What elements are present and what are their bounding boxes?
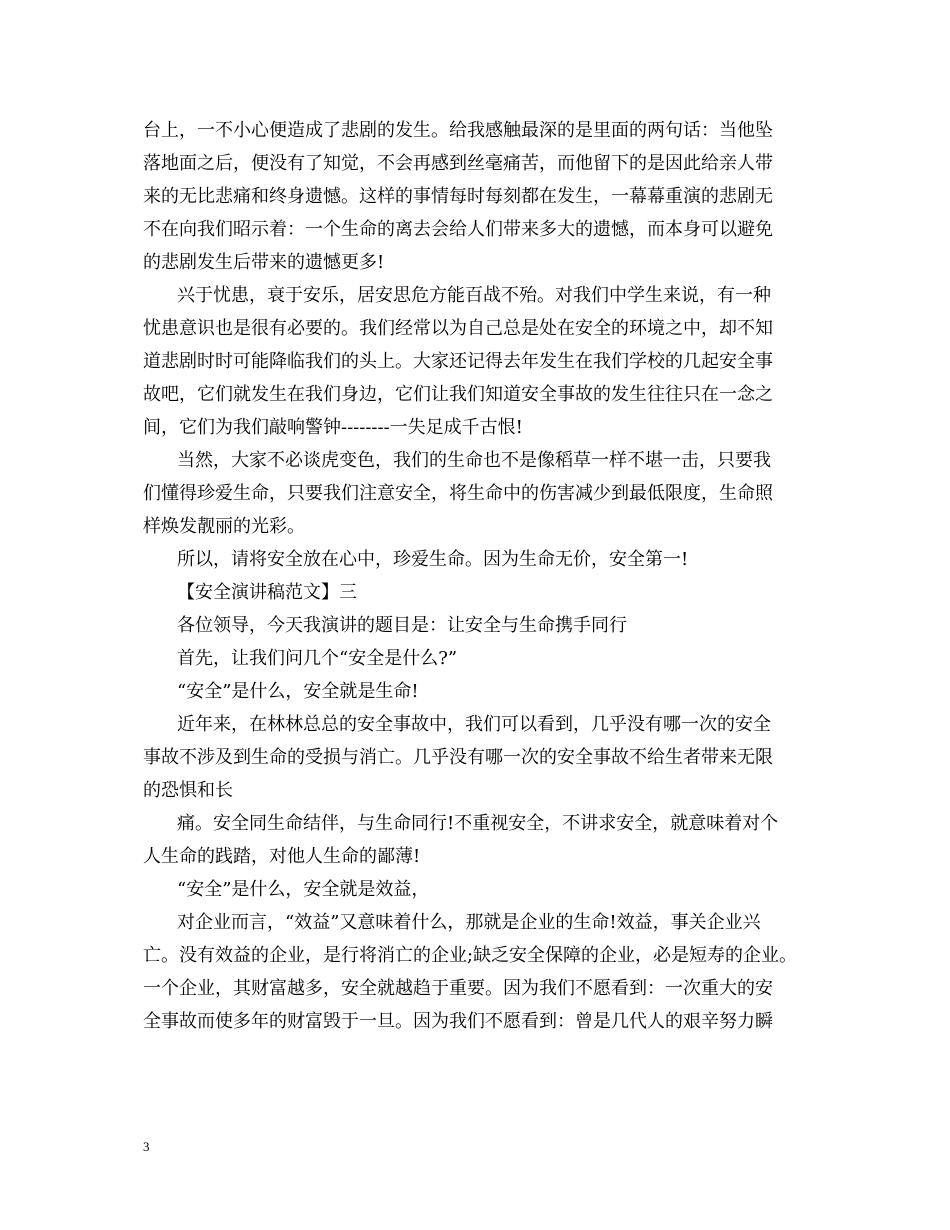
text-line: 一个企业，其财富越多，安全就越趋于重要。因为我们不愿看到：一次重大的安 xyxy=(143,978,773,999)
text-line: 人生命的践踏，对他人生命的鄙薄! xyxy=(143,846,421,867)
text-line: 所以，请将安全放在心中，珍爱生命。因为生命无价，安全第一! xyxy=(177,549,689,570)
text-line: 兴于忧患，衰于安乐，居安思危方能百战不殆。对我们中学生来说，有一种 xyxy=(177,285,771,306)
text-line: 台上，一不小心便造成了悲剧的发生。给我感触最深的是里面的两句话：当他坠 xyxy=(143,120,773,141)
text-line: 间，它们为我们敲响警钟--------一失足成千古恨! xyxy=(143,417,523,438)
text-line: 忧患意识也是很有必要的。我们经常以为自己总是处在安全的环境之中，却不知 xyxy=(143,318,773,339)
document-body xyxy=(143,114,811,1038)
text-line: 们懂得珍爱生命，只要我们注意安全，将生命中的伤害减少到最低限度，生命照 xyxy=(143,483,773,504)
text-line: 样焕发靓丽的光彩。 xyxy=(143,516,305,537)
text-line: 亡。没有效益的企业，是行将消亡的企业;缺乏安全保障的企业，必是短寿的企业。 xyxy=(143,945,798,966)
text-line: 来的无比悲痛和终身遗憾。这样的事情每时每刻都在发生，一幕幕重演的悲剧无 xyxy=(143,186,773,207)
text-line: 落地面之后，便没有了知觉，不会再感到丝毫痛苦，而他留下的是因此给亲人带 xyxy=(143,153,773,174)
text-line: 当然，大家不必谈虎变色，我们的生命也不是像稻草一样不堪一击，只要我 xyxy=(177,450,771,471)
text-line: 首先，让我们问几个“安全是什么?” xyxy=(177,648,458,669)
page-number: 3 xyxy=(143,1139,150,1154)
text-line: 事故不涉及到生命的受损与消亡。几乎没有哪一次的安全事故不给生者带来无限 xyxy=(143,747,773,768)
text-line: 各位领导，今天我演讲的题目是：让安全与生命携手同行 xyxy=(177,615,627,636)
text-line: 【安全演讲稿范文】三 xyxy=(177,582,357,603)
text-line: 的悲剧发生后带来的遗憾更多! xyxy=(143,252,385,273)
text-line: “安全”是什么，安全就是生命! xyxy=(177,681,419,702)
text-line: 痛。安全同生命结伴，与生命同行!不重视安全，不讲求安全，就意味着对个 xyxy=(177,813,779,834)
text-line: 故吧，它们就发生在我们身边，它们让我们知道安全事故的发生往往只在一念之 xyxy=(143,384,773,405)
text-line: 近年来，在林林总总的安全事故中，我们可以看到，几乎没有哪一次的安全 xyxy=(177,714,771,735)
text-line: 对企业而言，“效益”又意味着什么，那就是企业的生命!效益，事关企业兴 xyxy=(177,912,761,933)
text-line: 道悲剧时时可能降临我们的头上。大家还记得去年发生在我们学校的几起安全事 xyxy=(143,351,773,372)
text-line: 不在向我们昭示着：一个生命的离去会给人们带来多大的遗憾，而本身可以避免 xyxy=(143,219,773,240)
text-line: 全事故而使多年的财富毁于一旦。因为我们不愿看到：曾是几代人的艰辛努力瞬 xyxy=(143,1011,773,1032)
text-line: “安全”是什么，安全就是效益， xyxy=(177,879,430,900)
text-line: 的恐惧和长 xyxy=(143,780,233,801)
